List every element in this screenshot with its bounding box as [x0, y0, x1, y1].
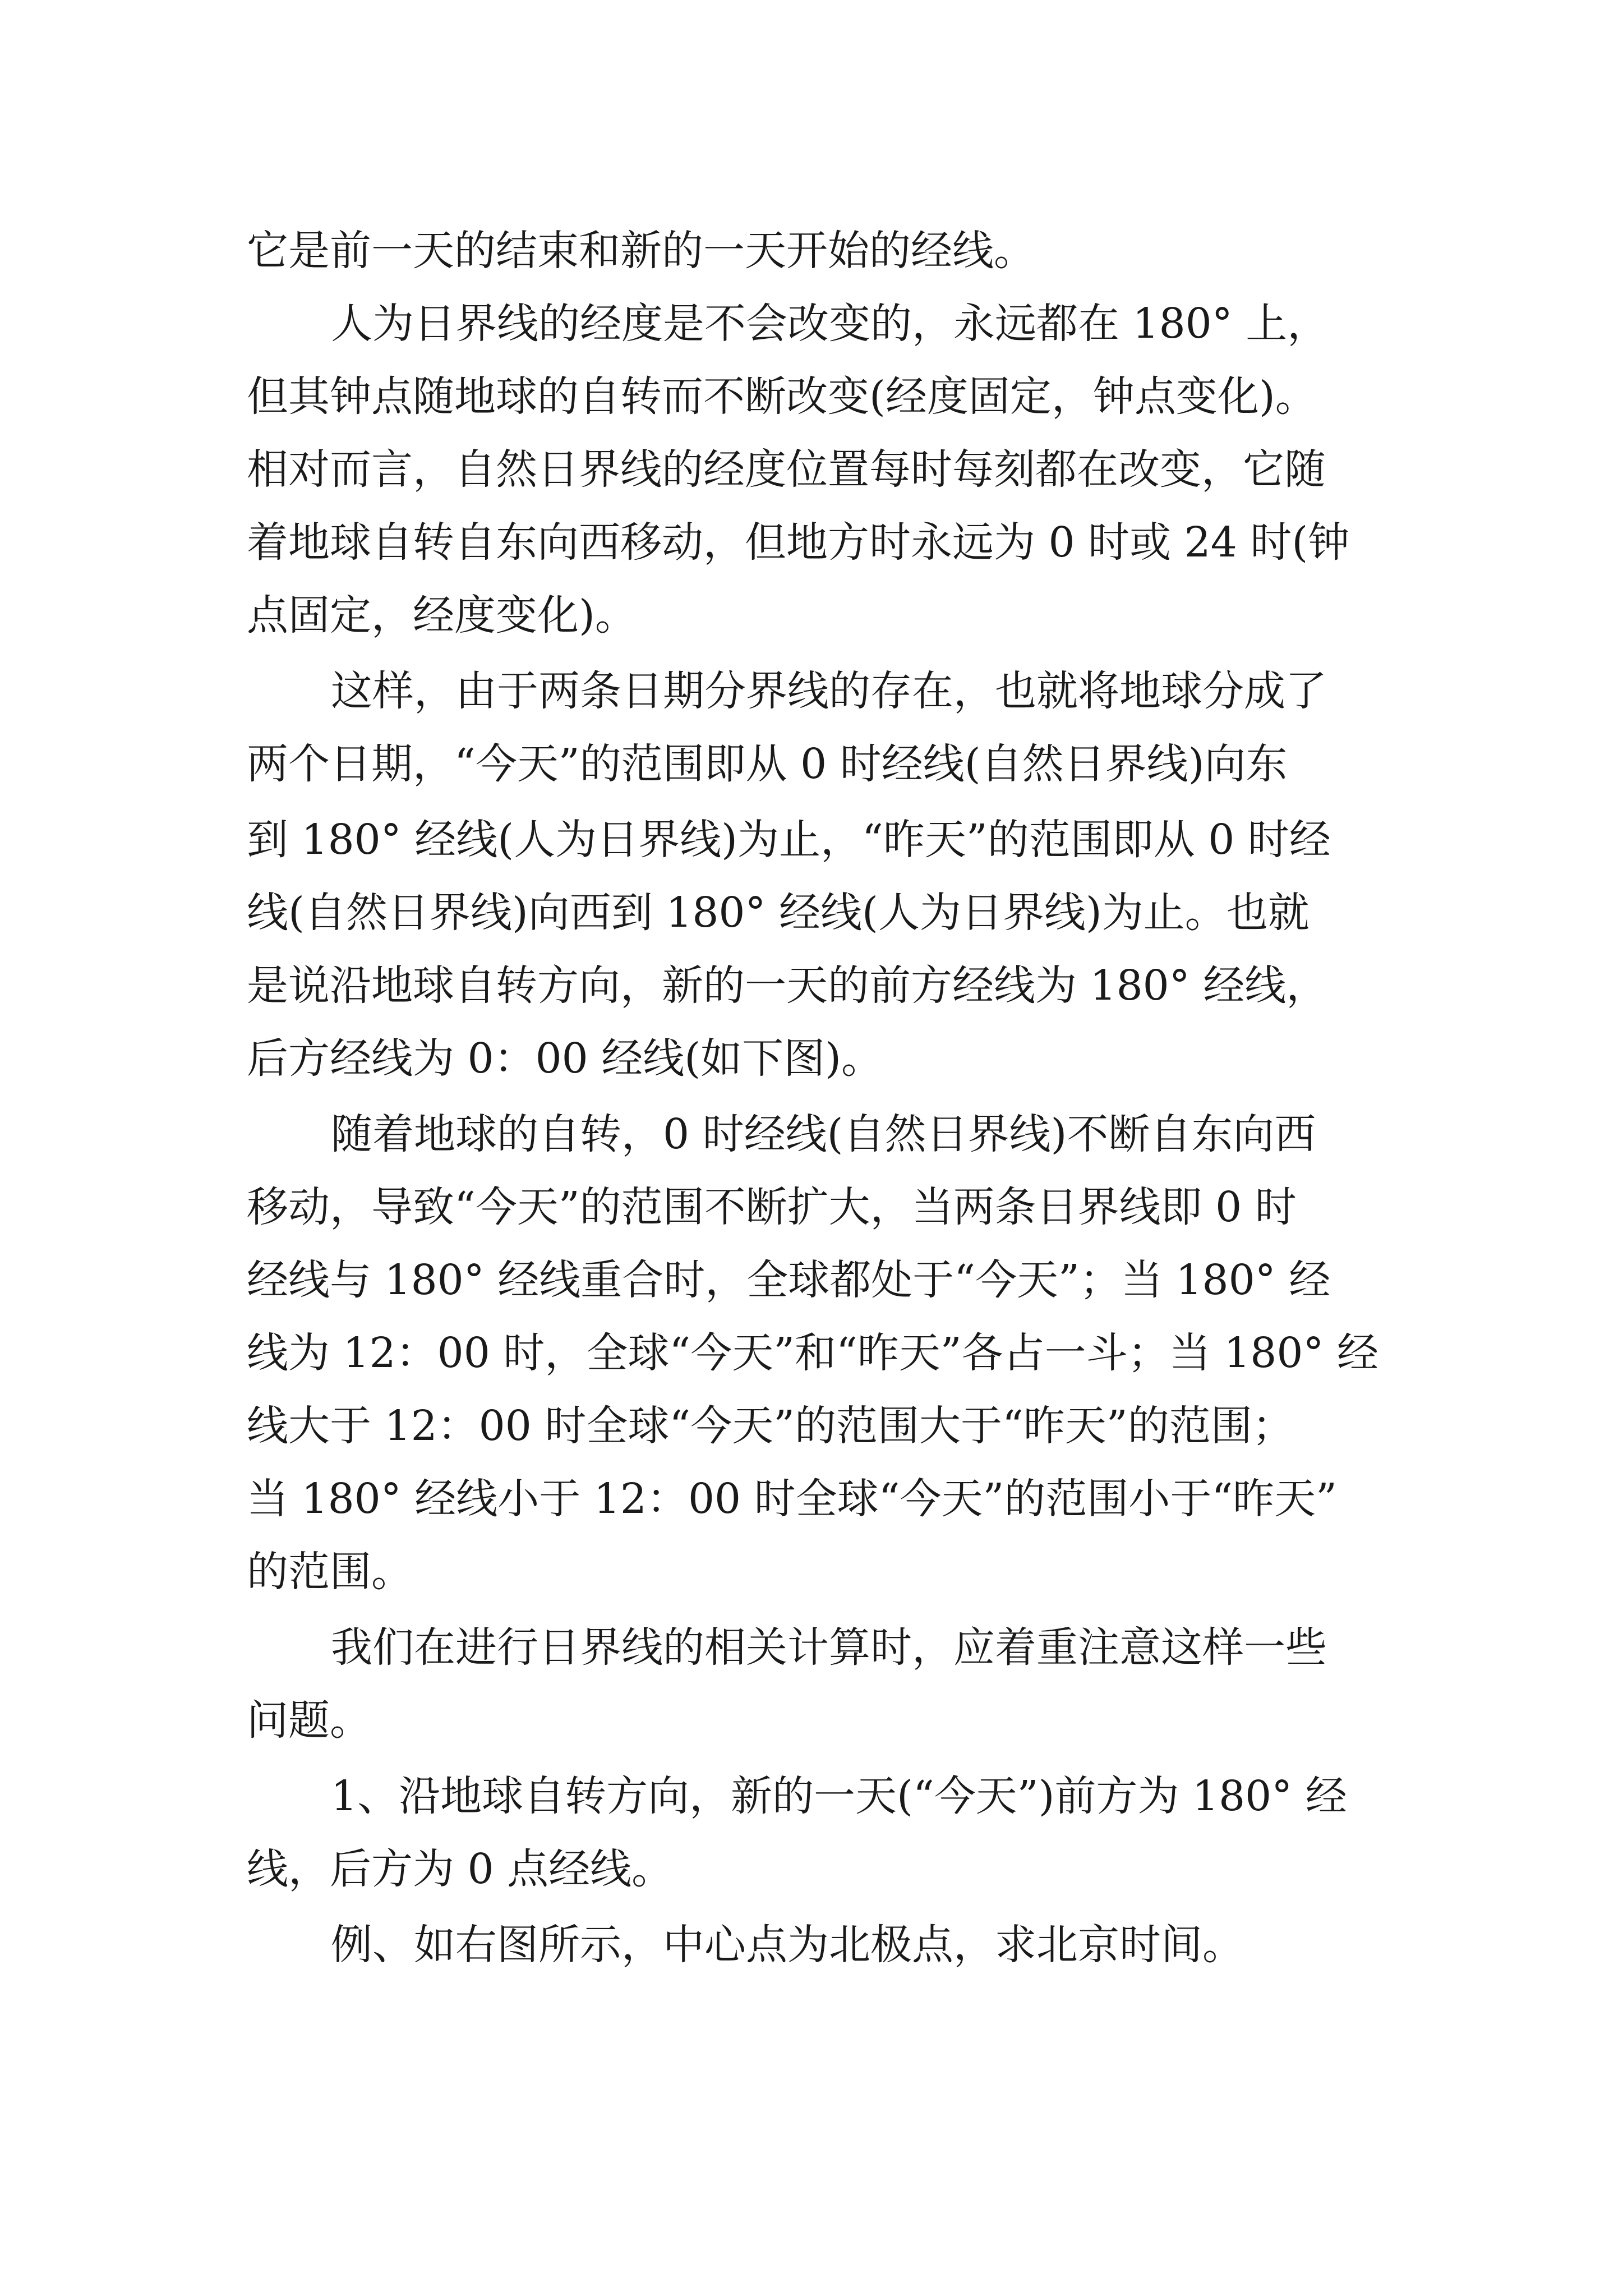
- text-line: 经线与 180° 经线重合时，全球都处于“今天”；当 180° 经: [247, 1256, 1331, 1304]
- text-line: 后方经线为 0：00 经线(如下图)。: [247, 1034, 883, 1083]
- text-line: 相对而言，自然日界线的经度位置每时每刻都在改变，它随: [247, 445, 1326, 494]
- text-line: 问题。: [247, 1696, 371, 1745]
- text-line: 两个日期，“今天”的范围即从 0 时经线(自然日界线)向东: [247, 740, 1288, 788]
- text-line: 但其钟点随地球的自转而不断改变(经度固定，钟点变化)。: [247, 372, 1317, 421]
- text-line: 我们在进行日界线的相关计算时，应着重注意这样一些: [331, 1623, 1327, 1672]
- text-line: 随着地球的自转，0 时经线(自然日界线)不断自东向西: [331, 1110, 1316, 1158]
- text-line: 线为 12：00 时，全球“今天”和“昨天”各占一斗；当 180° 经: [247, 1329, 1378, 1377]
- text-line: 人为日界线的经度是不会改变的，永远都在 180° 上，: [331, 300, 1329, 348]
- text-line: 线(自然日界线)向西到 180° 经线(人为日界线)为止。也就: [247, 889, 1310, 937]
- text-line: 线，后方为 0 点经线。: [247, 1845, 674, 1893]
- text-line: 线大于 12：00 时全球“今天”的范围大于“昨天”的范围；: [247, 1402, 1294, 1450]
- text-line: 这样，由于两条日期分界线的存在，也就将地球分成了: [331, 667, 1327, 715]
- text-line: 的范围。: [247, 1548, 413, 1596]
- text-line: 例、如右图所示，中心点为北极点，求北京时间。: [331, 1921, 1244, 1969]
- text-line: 到 180° 经线(人为日界线)为止，“昨天”的范围即从 0 时经: [247, 816, 1331, 864]
- text-line: 着地球自转自东向西移动，但地方时永远为 0 时或 24 时(钟: [247, 518, 1350, 567]
- text-line: 点固定，经度变化)。: [247, 591, 637, 639]
- text-line: 是说沿地球自转方向，新的一天的前方经线为 180° 经线，: [247, 961, 1328, 1010]
- text-line: 移动，导致“今天”的范围不断扩大，当两条日界线即 0 时: [247, 1183, 1297, 1231]
- text-line: 当 180° 经线小于 12：00 时全球“今天”的范围小于“昨天”: [247, 1475, 1337, 1523]
- text-line: 1、沿地球自转方向，新的一天(“今天”)前方为 180° 经: [331, 1772, 1347, 1820]
- text-line: 它是前一天的结束和新的一天开始的经线。: [247, 227, 1035, 275]
